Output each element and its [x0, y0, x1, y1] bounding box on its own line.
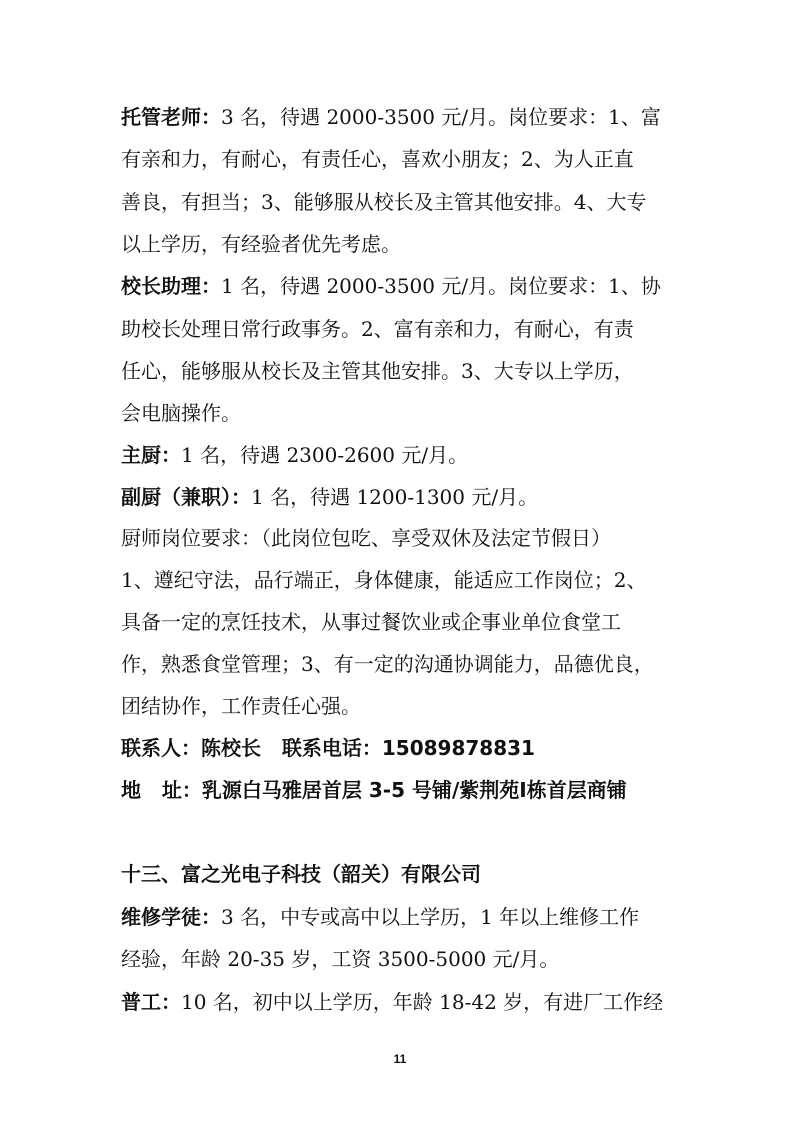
chef-requirements-line-4: 团结协作，工作责任心强。 [121, 694, 361, 718]
chef-requirements-line-1: 1、遵纪守法，品行端正，身体健康，能适应工作岗位；2、 [121, 568, 647, 592]
chef-text: 1 名，待遇 2300-2600 元/月。 [181, 443, 469, 467]
page-number: 11 [393, 1052, 407, 1066]
chef-line [121, 441, 468, 469]
assistant-line-4: 会电脑操作。 [121, 401, 241, 425]
sous-chef-title: 副厨（兼职）： [121, 485, 251, 509]
tutor-line-1 [121, 103, 661, 131]
section-heading: 十三、富之光电子科技（韶关）有限公司 [121, 862, 481, 886]
repair-title: 维修学徒： [121, 905, 221, 929]
tutor-line-4: 以上学历，有经验者优先考虑。 [121, 232, 401, 256]
tutor-line-2: 有亲和力，有耐心，有责任心，喜欢小朋友；2、为人正直 [121, 147, 634, 171]
sous-chef-line [121, 483, 538, 511]
repair-line-1 [121, 903, 639, 931]
address-line: 地 址：乳源白马雅居首层 3-5 号铺/紫荆苑Ⅰ栋首层商铺 [121, 778, 627, 802]
tutor-text-1: 3 名，待遇 2000-3500 元/月。岗位要求：1、富 [221, 105, 661, 129]
repair-line-2: 经验，年龄 20-35 岁，工资 3500-5000 元/月。 [121, 947, 560, 971]
chef-requirements-line-2: 具备一定的烹饪技术，从事过餐饮业或企事业单位食堂工 [121, 610, 621, 634]
repair-text-1: 3 名，中专或高中以上学历，1 年以上维修工作 [221, 905, 640, 929]
assistant-text-1: 1 名，待遇 2000-3500 元/月。岗位要求：1、协 [221, 274, 661, 298]
chef-title: 主厨： [121, 443, 181, 467]
worker-text-1: 10 名，初中以上学历，年龄 18-42 岁，有进厂工作经 [181, 990, 664, 1014]
tutor-line-3: 善良，有担当；3、能够服从校长及主管其他安排。4、大专 [121, 190, 647, 214]
sous-chef-text: 1 名，待遇 1200-1300 元/月。 [251, 485, 539, 509]
chef-requirements-intro: 厨师岗位要求：（此岗位包吃、享受双休及法定节假日） [121, 526, 611, 550]
assistant-line-1 [121, 272, 661, 300]
worker-title: 普工： [121, 990, 181, 1014]
assistant-line-2: 助校长处理日常行政事务。2、富有亲和力，有耐心，有责 [121, 317, 634, 341]
assistant-title: 校长助理： [121, 274, 221, 298]
tutor-title: 托管老师： [121, 105, 221, 129]
chef-requirements-line-3: 作，熟悉食堂管理；3、有一定的沟通协调能力，品德优良， [121, 652, 654, 676]
assistant-line-3: 任心，能够服从校长及主管其他安排。3、大专以上学历， [121, 359, 634, 383]
worker-line-1 [121, 988, 663, 1016]
contact-line: 联系人：陈校长 联系电话：15089878831 [121, 736, 535, 760]
